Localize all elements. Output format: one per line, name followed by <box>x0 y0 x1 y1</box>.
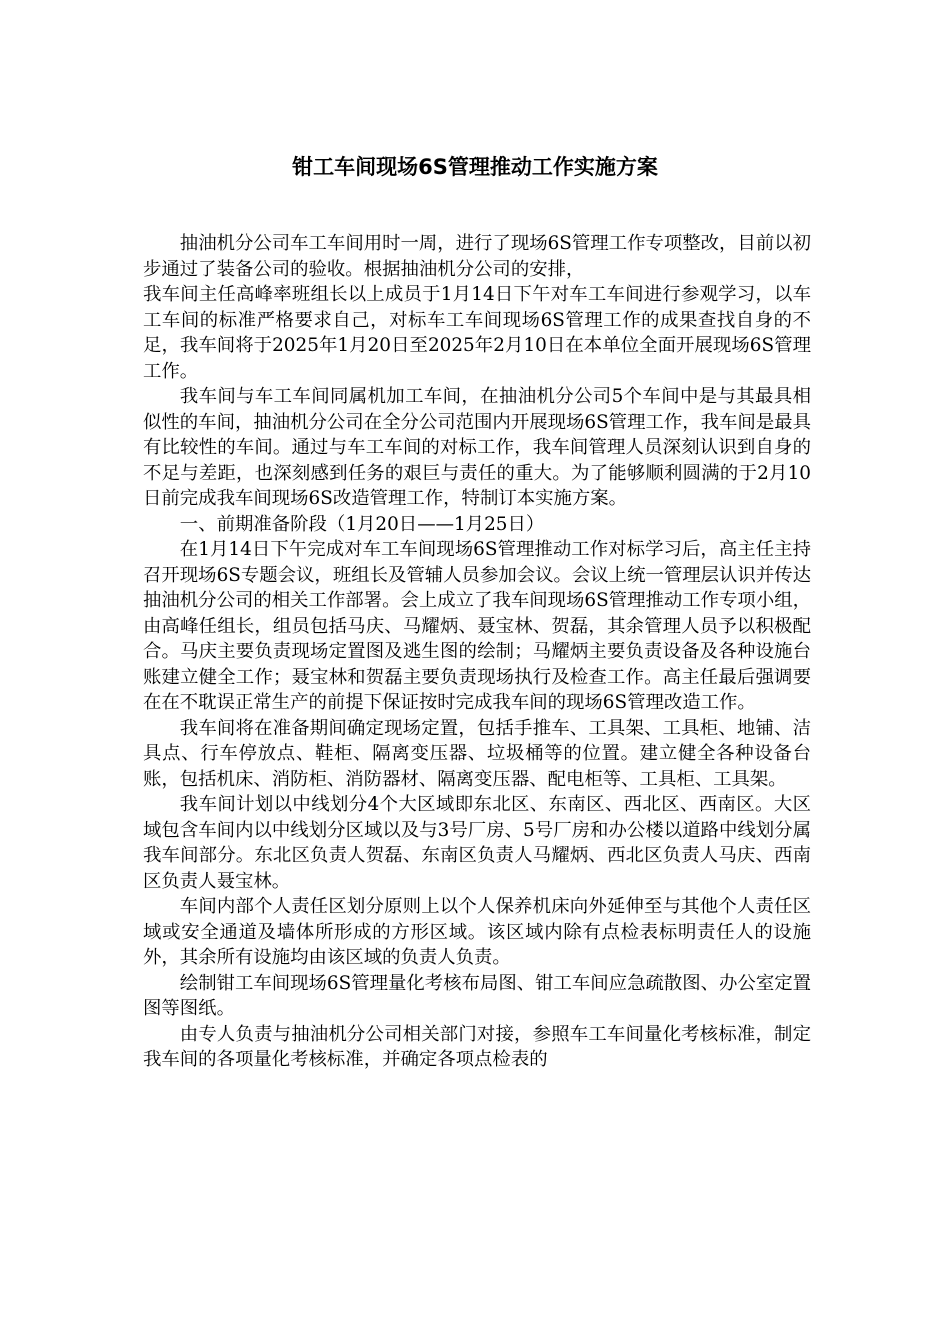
section-heading-preparation: 一、前期准备阶段（1月20日——1月25日） <box>179 513 545 535</box>
paragraph-responsibility: 车间内部个人责任区划分原则上以个人保养机床向外延伸至与其他个人责任区域或安全通道及墙体所形成的方形区域。该区域内除有点检表标明责任人的设施外，其余所有设施均由该区域的负责人负责。 <box>143 896 811 968</box>
paragraph-background: 我车间与车工车间同属机加工车间，在抽油机分公司5个车间中是与其最具相似性的车间，抽油机分公司在全分公司范围内开展现场6S管理工作，我车间是最具有比较性的车间。通过与车工车间的对标工作，我车间管理人员深刻认识到自身的不足与差距，也深刻感到任务的艰巨与责任的重大。为了能够顺利圆满的于2月10日前完成我车间现场6S改造管理工作，特制订本实施方案。 <box>143 386 811 509</box>
document-body <box>143 231 811 1073</box>
paragraph-zones: 我车间计划以中线划分4个大区域即东北区、东南区、西北区、西南区。大区域包含车间内以中线划分区域以及与3号厂房、5号厂房和办公楼以道路中线划分属我车间部分。东北区负责人贺磊、东南区负责人马耀炳、西北区负责人马庆、西南区负责人聂宝林。 <box>143 794 811 892</box>
paragraph-intro: 抽油机分公司车工车间用时一周，进行了现场6S管理工作专项整改，目前以初步通过了装备公司的验收。根据抽油机分公司的安排， <box>143 233 811 280</box>
paragraph-drawings: 绘制钳工车间现场6S管理量化考核布局图、钳工车间应急疏散图、办公室定置图等图纸。 <box>143 972 811 1019</box>
paragraph-positioning: 我车间将在准备期间确定现场定置，包括手推车、工具架、工具柜、地铺、洁具点、行车停放点、鞋柜、隔离变压器、垃圾桶等的位置。建立健全各种设备台账，包括机床、消防柜、消防器材、隔离变压器、配电柜等、工具柜、工具架。 <box>143 717 811 790</box>
paragraph-standards: 由专人负责与抽油机分公司相关部门对接，参照车工车间量化考核标准，制定我车间的各项量化考核标准，并确定各项点检表的 <box>143 1023 811 1070</box>
paragraph-meeting: 在1月14日下午完成对车工车间现场6S管理推动工作对标学习后，高主任主持召开现场6S专题会议，班组长及管辅人员参加会议。会议上统一管理层认识并传达抽油机分公司的相关工作部署。会上成立了我车间现场6S管理推动工作专项小组，由高峰任组长，组员包括马庆、马耀炳、聂宝林、贺磊，其余管理人员予以积极配合。马庆主要负责现场定置图及逃生图的绘制；马耀炳主要负责设备及各种设施台账建立健全工作；聂宝林和贺磊主要负责现场执行及检查工作。高主任最后强调要在在不耽误正常生产的前提下保证按时完成我车间的现场6S管理改造工作。 <box>143 539 811 713</box>
document-title: 钳工车间现场6S管理推动工作实施方案 <box>292 155 658 179</box>
paragraph-study-visit: 我车间主任高峰率班组长以上成员于1月14日下午对车工车间进行参观学习，以车工车间的标准严格要求自己，对标车工车间现场6S管理工作的成果查找自身的不足，我车间将于2025年1月20日至2025年2月10日在本单位全面开展现场6S管理工作。 <box>143 284 811 382</box>
